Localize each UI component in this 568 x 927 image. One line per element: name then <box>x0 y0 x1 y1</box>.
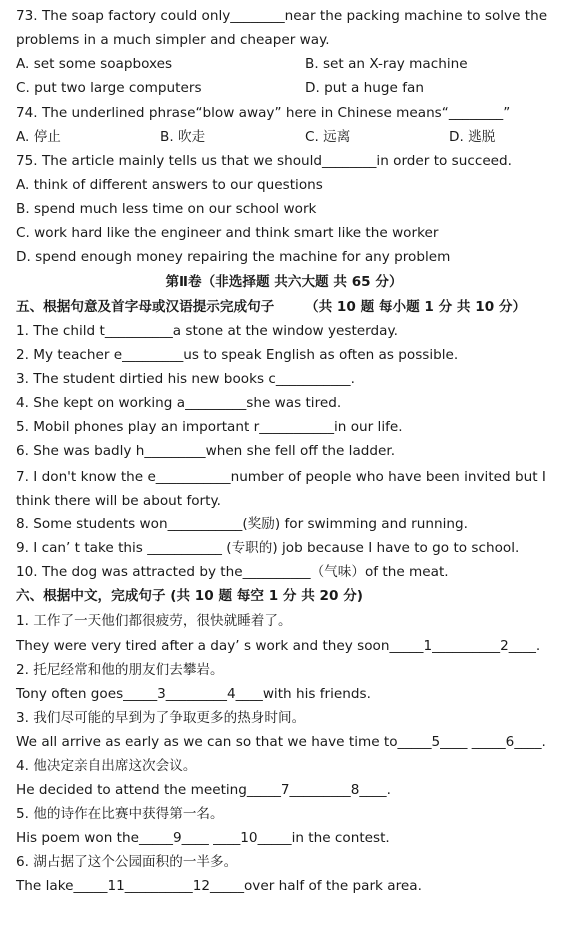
q75-option-d: D. spend enough money repairing the machine for any problem <box>16 249 451 265</box>
section6-english-sentence: He decided to attend the meeting_____7_________8____. <box>16 782 391 798</box>
q74-stem <box>16 103 554 123</box>
section5-item-continuation: think there will be about forty. <box>16 493 221 509</box>
q73-option-b: B. set an X-ray machine <box>305 56 468 72</box>
section6-english-sentence: Tony often goes_____3_________4____with his friends. <box>16 686 371 702</box>
section5-item: 7. I don't know the e___________number of people who have been invited but I <box>16 469 546 485</box>
section6-chinese-prompt: 5. 他的诗作在比赛中获得第一名。 <box>16 806 224 822</box>
q74-option-c: C. 远离 <box>305 129 351 145</box>
section6-english-sentence: His poem won the_____9____ ____10_____in the contest. <box>16 830 390 846</box>
part2-title: 第Ⅱ卷（非选择题 共六大题 共 65 分） <box>165 274 403 290</box>
section5-score: （共 10 题 每小题 1 分 共 10 分） <box>305 299 527 315</box>
q74-stem-text: 74. The underlined phrase“blow away” here in Chinese means“ <box>16 105 449 121</box>
section5-item: 10. The dog was attracted by the__________（气味）of the meat. <box>16 564 449 580</box>
q75-option-b: B. spend much less time on our school work <box>16 201 317 217</box>
section6-chinese-prompt: 1. 工作了一天他们都很疲劳，很快就睡着了。 <box>16 613 292 629</box>
section6-english-sentence: They were very tired after a day’ s work and they soon_____1__________2____. <box>16 638 541 654</box>
section5-item: 3. The student dirtied his new books c___________. <box>16 371 355 387</box>
q75-option-c: C. work hard like the engineer and think smart like the worker <box>16 225 439 241</box>
section6-chinese-prompt: 6. 湖占据了这个公园面积的一半多。 <box>16 854 238 870</box>
q74-option-d: D. 逃脱 <box>449 129 496 145</box>
section5-header <box>16 297 554 317</box>
section6-title: 六、根据中文，完成句子 (共 10 题 每空 1 分 共 20 分) <box>16 588 363 604</box>
section6-chinese-prompt: 4. 他决定亲自出席这次会议。 <box>16 758 197 774</box>
q74-option-a: A. 停止 <box>16 129 61 145</box>
section5-item: 8. Some students won___________(奖励) for swimming and running. <box>16 516 468 532</box>
section5-item: 6. She was badly h_________when she fell off the ladder. <box>16 443 396 459</box>
q74-stem-close-quote: ” <box>503 105 511 121</box>
section6-english-sentence: The lake_____11__________12_____over half of the park area. <box>16 878 422 894</box>
section6-english-sentence: We all arrive as early as we can so that we have time to_____5____ _____6____. <box>16 734 546 750</box>
q74-option-b: B. 吹走 <box>160 129 206 145</box>
section5-item: 5. Mobil phones play an important r___________in our life. <box>16 419 403 435</box>
q73-stem-line-2: problems in a much simpler and cheaper way. <box>16 32 330 48</box>
section5-item: 2. My teacher e_________us to speak English as often as possible. <box>16 347 459 363</box>
q74-answer-blank: ________ <box>448 105 504 121</box>
section5-item: 1. The child t__________a stone at the window yesterday. <box>16 323 398 339</box>
q73-option-a: A. set some soapboxes <box>16 56 173 72</box>
section5-title: 五、根据句意及首字母或汉语提示完成句子 <box>16 299 275 315</box>
q73-option-c: C. put two large computers <box>16 80 202 96</box>
section6-chinese-prompt: 2. 托尼经常和他的朋友们去攀岩。 <box>16 662 224 678</box>
q75-option-a: A. think of different answers to our questions <box>16 177 323 193</box>
section5-item: 9. I can’ t take this ___________ (专职的) job because I have to go to school. <box>16 540 520 556</box>
q73-stem-line-1: 73. The soap factory could only________near the packing machine to solve the <box>16 8 548 24</box>
q73-option-d: D. put a huge fan <box>305 80 424 96</box>
q75-stem: 75. The article mainly tells us that we should________in order to succeed. <box>16 153 512 169</box>
section6-chinese-prompt: 3. 我们尽可能的早到为了争取更多的热身时间。 <box>16 710 306 726</box>
section5-item: 4. She kept on working a_________she was tired. <box>16 395 342 411</box>
